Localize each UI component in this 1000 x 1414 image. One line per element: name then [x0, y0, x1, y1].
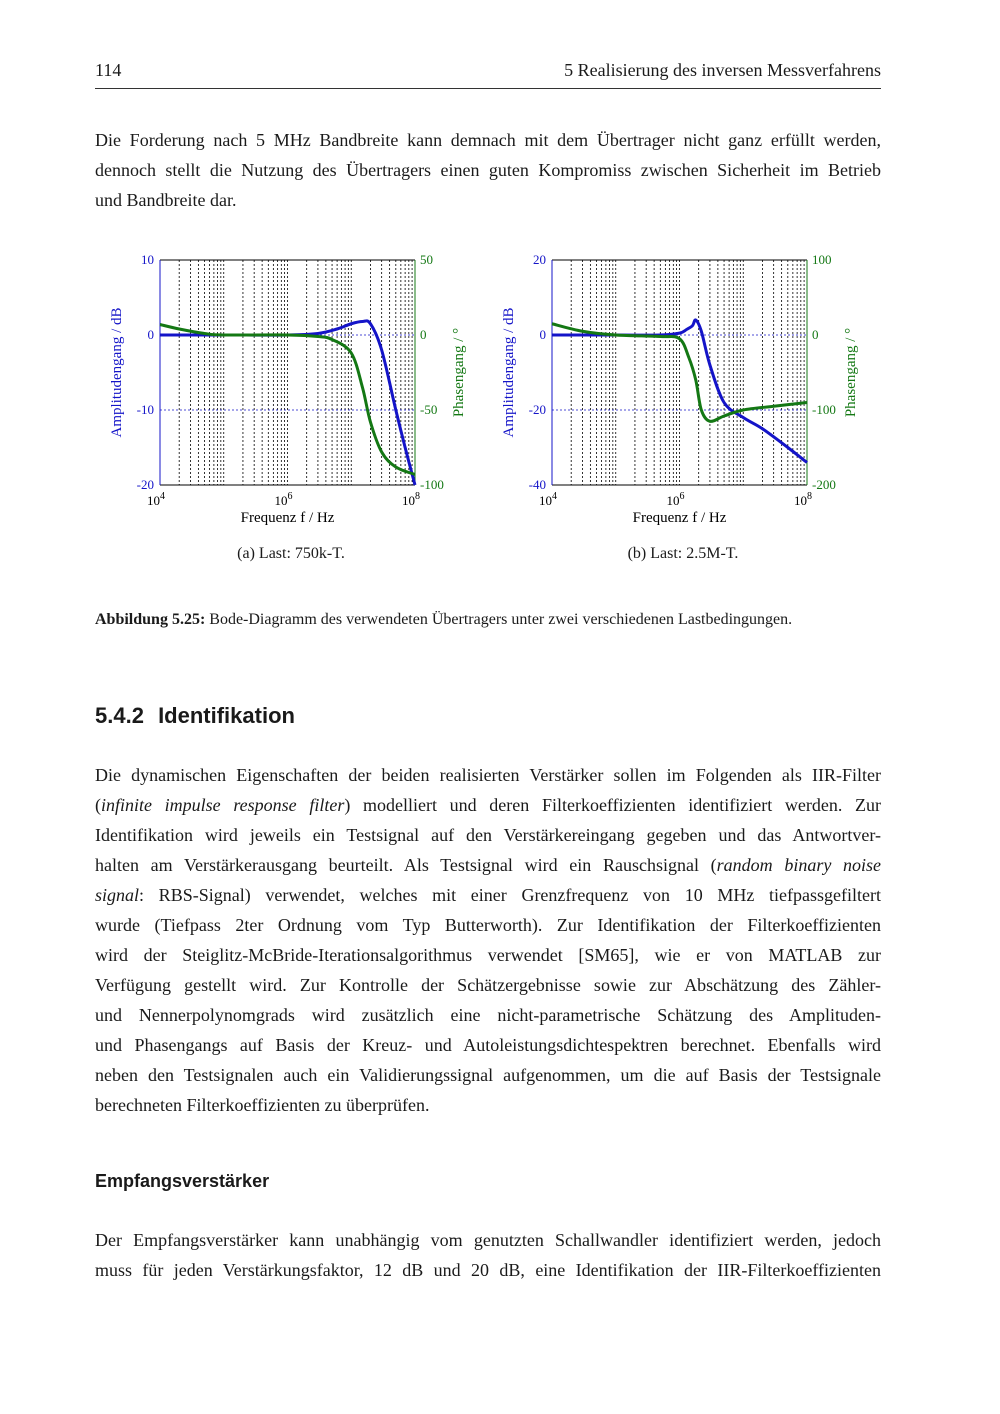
body1-line — [95, 970, 881, 1000]
running-title: 5 Realisierung des inversen Messverfahrens — [564, 60, 881, 80]
bode-chart-a — [95, 245, 487, 545]
y-tick-label-left: -40 — [528, 477, 546, 492]
y-axis-label-right: Phasengang / ° — [843, 327, 859, 418]
body-text: wurde (Tiefpass 2ter Ordnung vom Typ Butterworth). Zur Identifikation der Filterkoeffizienten — [95, 915, 881, 935]
body-paragraph-identifikation — [95, 760, 881, 1120]
bode-chart-b — [487, 245, 879, 545]
intro-line: dennoch stellt die Nutzung des Übertragers einen guten Kompromiss zwischen Sicherheit im Betrieb — [95, 160, 881, 180]
body-text: Die dynamischen Eigenschaften der beiden realisierten Verstärker sollen im Folgenden als IIR-Filter — [95, 765, 881, 785]
body-text: und Phasengangs auf Basis der Kreuz- und Autoleistungsdichtespektren berechnet. Ebenfalls wird — [95, 1035, 881, 1055]
body1-line — [95, 880, 881, 910]
subcaption-b: (b) Last: 2.5M-T. — [627, 545, 739, 562]
y-tick-label-right: 50 — [420, 252, 433, 267]
figure-label: Abbildung 5.25: — [95, 611, 206, 628]
x-axis-label: Frequenz f / Hz — [632, 510, 727, 526]
y-tick-label-right: 100 — [812, 252, 832, 267]
body-text: neben den Testsignalen auch ein Validierungssignal aufgenommen, um die auf Basis der Testsignale — [95, 1065, 881, 1085]
x-tick-base: 10 — [666, 493, 680, 508]
body-text: berechneten Filterkoeffizienten zu überprüfen. — [95, 1095, 430, 1115]
body-text: Verfügung gestellt wird. Zur Kontrolle der Schätzergebnisse sowie zur Abschätzung des Zähler- — [95, 975, 881, 995]
x-tick-label — [667, 491, 685, 508]
section-number: 5.4.2 — [95, 703, 144, 728]
x-tick-base: 10 — [147, 493, 160, 508]
y-axis-label-left: Amplitudengang / dB — [109, 307, 125, 438]
y-tick-label-right: -50 — [420, 402, 438, 417]
y-tick-label-right: 0 — [420, 327, 427, 342]
body1-line — [95, 940, 881, 970]
x-tick-base: 10 — [794, 493, 807, 508]
body2-line: Der Empfangsverstärker kann unabhängig vom genutzten Schallwandler identifiziert werden, jedoch — [95, 1230, 881, 1250]
intro-paragraph — [95, 125, 881, 215]
subfigure-b — [487, 245, 879, 575]
x-tick-label — [794, 491, 812, 508]
body1-line — [95, 760, 881, 790]
y-axis-label-right: Phasengang / ° — [451, 327, 467, 418]
y-tick-label-left: -20 — [136, 477, 154, 492]
body-text: : RBS-Signal) verwendet, welches mit einer Grenzfrequenz von 10 MHz tiefpassgefiltert — [139, 885, 881, 905]
y-tick-label-left: 0 — [539, 327, 546, 342]
y-tick-label-right: 0 — [812, 327, 819, 342]
x-axis-label: Frequenz f / Hz — [240, 510, 335, 526]
y-tick-label-left: 20 — [533, 252, 546, 267]
intro-line: Die Forderung nach 5 MHz Bandbreite kann demnach mit dem Übertrager nicht ganz erfüllt werden, — [95, 130, 881, 150]
body-text: und Nennerpolynomgrads wird zusätzlich eine nicht-parametrische Schätzung des Amplituden- — [95, 1005, 881, 1025]
body1-line — [95, 1000, 881, 1030]
body1-line — [95, 790, 881, 820]
figure-caption-text: Bode-Diagramm des verwendeten Übertragers unter zwei verschiedenen Lastbedingungen. — [209, 611, 793, 628]
body-paragraph-empfangsverstaerker — [95, 1225, 881, 1285]
body1-line — [95, 910, 881, 940]
x-tick-label — [402, 491, 420, 508]
y-tick-label-left: 0 — [147, 327, 154, 342]
body2-line: muss für jeden Verstärkungsfaktor, 12 dB und 20 dB, eine Identifikation der IIR-Filterkoeffizienten — [95, 1260, 881, 1280]
y-tick-label-left: -20 — [528, 402, 546, 417]
y-tick-label-right: -100 — [812, 402, 836, 417]
y-tick-label-left: -10 — [136, 402, 154, 417]
section-heading — [95, 703, 295, 729]
subcaption-a: (a) Last: 750k-T. — [237, 545, 345, 562]
x-tick-exponent: 4 — [552, 491, 557, 502]
subfigure-a — [95, 245, 487, 575]
x-tick-exponent: 6 — [287, 491, 293, 502]
x-tick-exponent: 6 — [679, 491, 685, 502]
body1-line — [95, 850, 881, 880]
y-tick-label-right: -100 — [420, 477, 444, 492]
body-text: Identifikation wird jeweils ein Testsignal auf den Verstärkereingang gegeben und das Antwortver- — [95, 825, 881, 845]
body1-line — [95, 820, 881, 850]
emphasis-text: infinite impulse response filter — [101, 795, 345, 815]
body1-line — [95, 1090, 881, 1120]
body1-line — [95, 1030, 881, 1060]
x-tick-label — [539, 491, 557, 508]
x-tick-base: 10 — [274, 493, 288, 508]
emphasis-text: random binary noise — [716, 855, 881, 875]
emphasis-text: signal — [95, 885, 140, 905]
body-text: halten am Verstärkerausgang beurteilt. Als Testsignal wird ein Rauschsignal ( — [95, 855, 717, 875]
body-text: ( — [95, 795, 101, 815]
y-tick-label-left: 10 — [141, 252, 154, 267]
x-tick-label — [275, 491, 293, 508]
x-tick-exponent: 8 — [807, 491, 812, 502]
body-text: wird der Steiglitz-McBride-Iterationsalgorithmus verwendet [SM65], wie er von MATLAB zur — [95, 945, 881, 965]
x-tick-base: 10 — [539, 493, 552, 508]
figure-caption — [95, 609, 881, 631]
x-tick-exponent: 8 — [415, 491, 420, 502]
page-number: 114 — [95, 60, 122, 80]
intro-line: und Bandbreite dar. — [95, 190, 237, 210]
page-header — [95, 60, 881, 89]
x-tick-label — [147, 491, 165, 508]
subsection-heading: Empfangsverstärker — [95, 1171, 270, 1191]
y-tick-label-right: -200 — [812, 477, 836, 492]
x-tick-exponent: 4 — [160, 491, 165, 502]
section-title: Identifikation — [158, 703, 295, 728]
y-axis-label-left: Amplitudengang / dB — [501, 307, 517, 438]
body1-line — [95, 1060, 881, 1090]
body-text: ) modelliert und deren Filterkoeffizienten identifiziert werden. Zur — [344, 795, 881, 815]
figure-5-25 — [95, 245, 881, 575]
x-tick-base: 10 — [402, 493, 415, 508]
